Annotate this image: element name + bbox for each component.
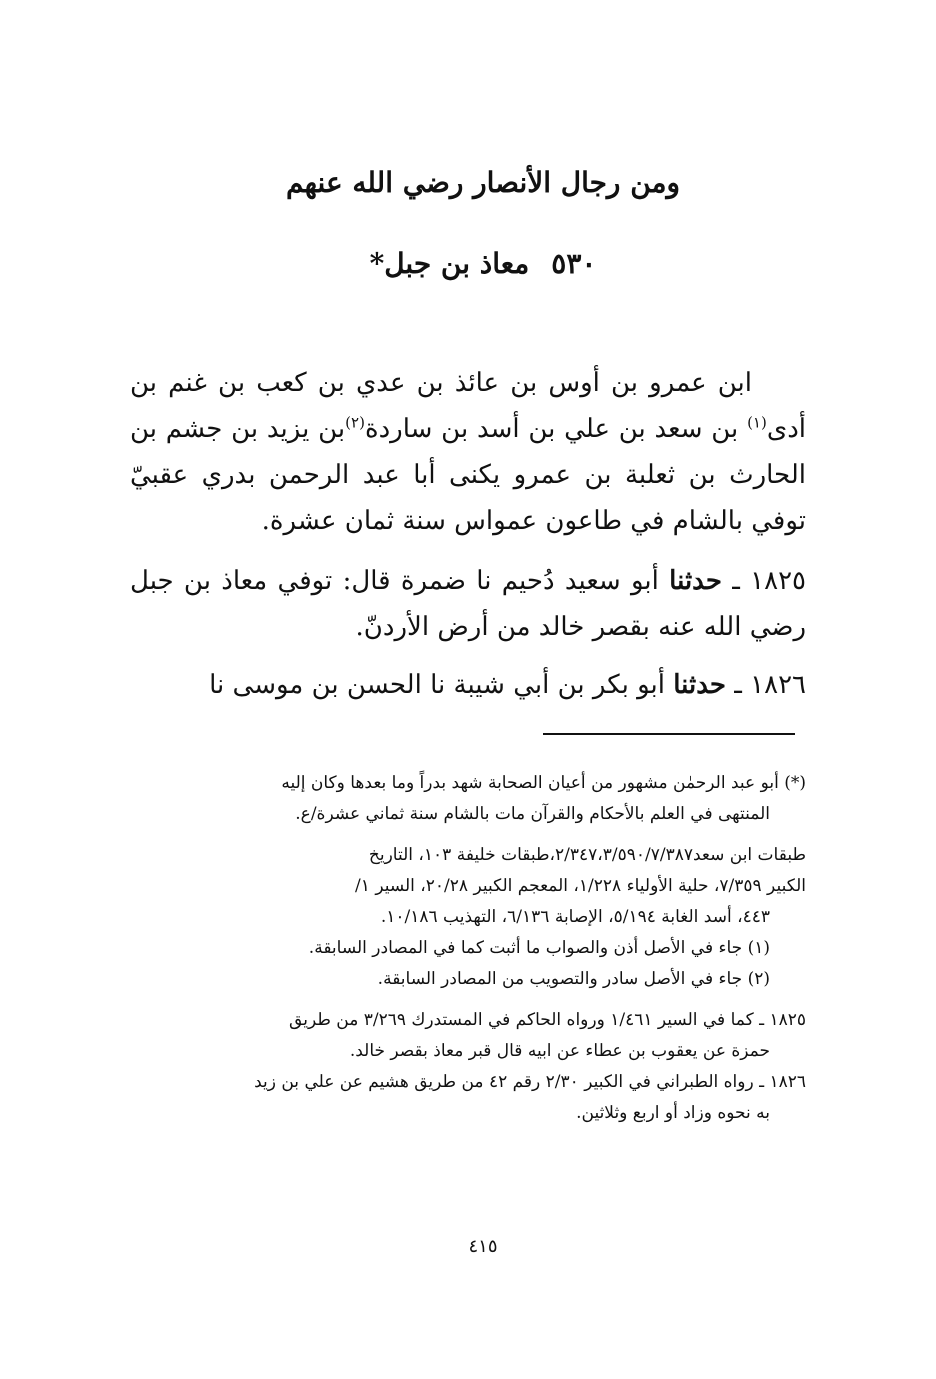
biography-text-3: بن يزيد بن جشم بن الحارث بن ثعلبة بن عمرو يكنى أبا عبد الرحمن بدري عقبيّ توفي بالشام في طاعون عمواس سنة ثمان عشرة. xyxy=(130,414,806,536)
hadith-number: ١٨٢٥ ـ xyxy=(721,566,806,596)
biography-text-1: ابن عمرو بن أوس بن عائذ بن عدي بن كعب بن غنم بن أدى xyxy=(130,368,806,444)
footnotes xyxy=(128,768,806,1129)
star-note-line-1: (*) أبو عبد الرحمٰن مشهور من أعيان الصحابة شهد بدراً وما بعدها وكان إليه xyxy=(281,773,806,793)
footnote-2: (٢) جاء في الأصل سادر والتصويب من المصادر السابقة. xyxy=(377,969,770,989)
hadith-1825 xyxy=(130,558,806,650)
page-number: ٤١٥ xyxy=(468,1236,498,1257)
hadith-label: حدثنا xyxy=(669,566,722,596)
takhrij-1825-line-1: ١٨٢٥ ـ كما في السير ١/٤٦١ ورواه الحاكم في المستدرك ٣/٢٦٩ من طريق xyxy=(289,1010,806,1030)
takhrij-1826-line-1: ١٨٢٦ ـ رواه الطبراني في الكبير ٢/٣٠ رقم ٤٢ من طريق هشيم عن علي بن زيد xyxy=(254,1072,806,1092)
entry-number: ٥٣٠ xyxy=(551,247,597,280)
star-note-line-2: المنتهى في العلم بالأحكام والقرآن مات بالشام سنة ثماني عشرة/ع. xyxy=(295,804,770,824)
entry-name: معاذ بن جبل* xyxy=(369,247,530,280)
footnote-marker-1: (١) xyxy=(747,413,767,432)
sources-line-3: ٤٤٣، أسد الغابة ٥/١٩٤، الإصابة ٦/١٣٦، التهذيب ١٠/١٨٦. xyxy=(380,907,770,927)
hadith-number: ١٨٢٦ ـ xyxy=(725,670,806,700)
section-heading: ومن رجال الأنصار رضي الله عنهم xyxy=(285,166,681,199)
takhrij-1825-line-2: حمزة عن يعقوب بن عطاء عن ابيه قال قبر معاذ بقصر خالد. xyxy=(349,1041,770,1061)
biography-paragraph xyxy=(130,360,806,544)
main-text xyxy=(130,360,806,720)
footnote-divider xyxy=(543,733,795,735)
hadith-label: حدثنا xyxy=(673,670,726,700)
entry-heading xyxy=(0,247,936,280)
hadith-text: أبو سعيد دُحيم نا ضمرة قال: توفي معاذ بن جبل رضي الله عنه بقصر خالد من أرض الأردنّ. xyxy=(130,566,806,642)
hadith-1826 xyxy=(130,662,806,708)
takhrij-1826-line-2: به نحوه وزاد أو اربع وثلاثين. xyxy=(576,1103,770,1123)
footnote-marker-2: (٢) xyxy=(345,413,365,432)
sources-line-2: الكبير ٧/٣٥٩، حلية الأولياء ١/٢٢٨، المعجم الكبير ٢٠/٢٨، السير ١/ xyxy=(355,876,806,896)
sources-line-1: طبقات ابن سعد٢/٣٤٧،٣/٥٩٠/٧/٣٨٧،طبقات خليفة ١٠٣، التاريخ xyxy=(368,845,806,865)
hadith-text: أبو بكر بن أبي شيبة نا الحسن بن موسى نا xyxy=(209,670,674,700)
biography-text-2: بن سعد بن علي بن أسد بن ساردة xyxy=(364,414,748,444)
footnote-1: (١) جاء في الأصل أذن والصواب ما أثبت كما في المصادر السابقة. xyxy=(308,938,770,958)
